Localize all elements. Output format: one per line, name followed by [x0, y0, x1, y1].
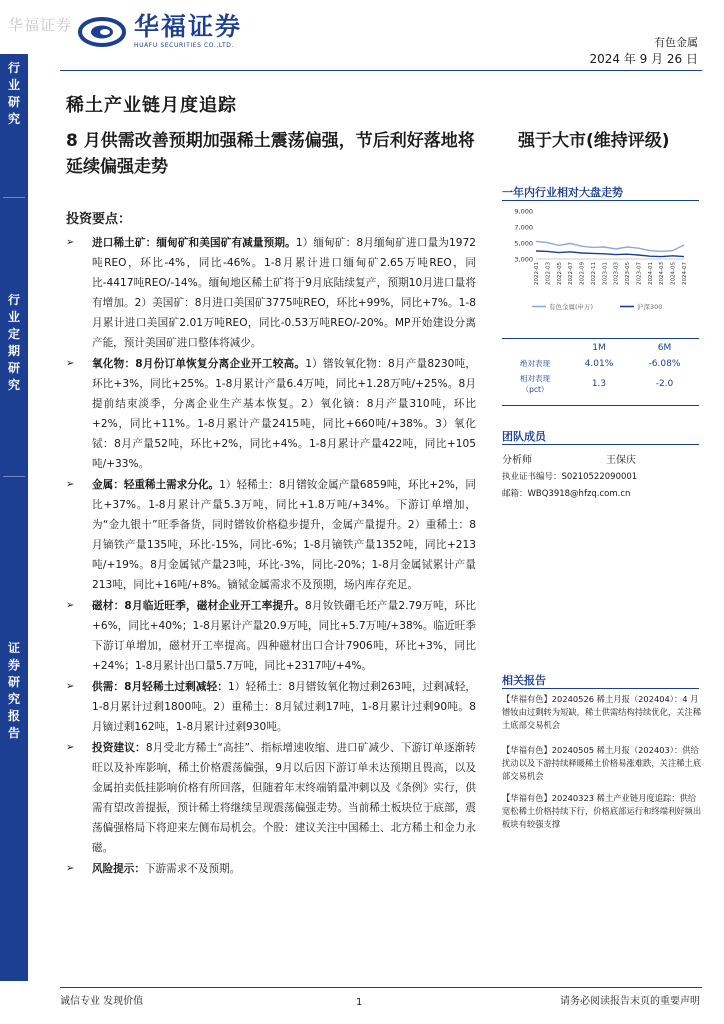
y-tick-label: 9,000 — [514, 207, 533, 216]
table-cell: -2.0 — [655, 379, 674, 389]
x-tick-label: 2023-05 — [625, 262, 632, 285]
category-periodic-research: 行业定期研究 — [7, 293, 20, 392]
table-row — [502, 371, 699, 397]
category-industry-research: 行业研究 — [7, 61, 20, 126]
rating-label: 强于大市(维持评级) — [518, 131, 670, 151]
analyst-name: 王保庆 — [606, 455, 636, 466]
related-report-item[interactable]: 【华福有色】20240323 稀土产业链月度追踪：供给宽松稀土价格持续下行，价格底部运行和终端利好频出板块有较强支撑 — [502, 793, 702, 829]
arrow-bullet-icon: ➢ — [66, 863, 75, 874]
x-tick-label: 2023-07 — [636, 262, 643, 285]
arrow-bullet-icon: ➢ — [66, 681, 75, 692]
bullet-investment-advice — [66, 738, 476, 858]
analyst-row — [502, 451, 682, 466]
table-header-row — [502, 340, 699, 356]
category-securities-report: 证券研究报告 — [7, 641, 20, 740]
section-rule — [502, 200, 699, 201]
y-tick-label: 3,000 — [514, 255, 533, 264]
report-date: 2024 年 9 月 26 日 — [589, 52, 698, 66]
table-header — [502, 340, 568, 356]
analyst-email[interactable]: 邮箱：WBQ3918@hfzq.com.cn — [502, 489, 631, 499]
x-tick-label: 2022-09 — [579, 262, 586, 285]
bullet-text: 8月钕铁硼毛坯产量2.79万吨，环比+6%，同比+40%；1-8月累计产量20.9万吨，同比+5.7万吨/+38%。临近旺季下游订单增加，磁材开工率提高。四种磁材出口合计7906吨，环比+3%，同比+24%；1-8月累计出口量5.7万吨，同比+2317吨/+4%。 — [92, 600, 477, 672]
bullet-import-ore — [66, 233, 476, 353]
x-tick-label: 2022-01 — [534, 262, 540, 285]
header-rule — [60, 70, 702, 71]
bullet-title: 进口稀土矿：缅甸矿和美国矿有减量预期。 — [92, 237, 296, 249]
report-type-title: 稀土产业链月度追踪 — [66, 95, 237, 116]
bullet-title: 风险提示： — [92, 863, 145, 875]
legend-label: 有色金属(申万) — [549, 303, 594, 311]
bullet-text: 1）缅甸矿：8月缅甸矿进口量为1972吨REO，环比-4%，同比-46%。1-8月累计进口缅甸矿2.65万吨REO，同比-4417吨REO/-14%。缅甸地区稀土矿将于9月底陆续复产，预期10月进口量将有增加。2）美国矿：8月进口美国矿3775吨REO，环比+99%，同比+7%。1-8月累计进口美国矿2.01万吨REO，同比-0.53万吨REO/-20%。MP开始建设分离产能，预计美国矿进口整体将减少。 — [92, 237, 476, 349]
table-cell: 1.3 — [591, 379, 607, 389]
x-tick-label: 2023-01 — [602, 262, 609, 285]
bullet-title: 磁材：8月临近旺季，磁材企业开工率提升。 — [92, 600, 305, 612]
arrow-bullet-icon: ➢ — [66, 742, 75, 753]
bullet-text: 1）轻稀土：8月镨钕金属产量6859吨，环比+2%，同比+37%。1-8月累计产量5.3万吨，同比+1.8万吨/+34%。下游订单增加，为“金九银十”旺季备货，同时镨钕价格稳步提升，金属产量提升。2）重稀土：8月镝铁产量135吨，环比-15%，同比-6%；1-8月镝铁产量1352吨，同比+213吨/+19%。8月金属铽产量23吨，环比-3%，同比-20%；1-8月金属铽累计产量213吨，同比+16吨/+8%。镝铽金属需求不及预期，场内库存充足。 — [92, 479, 477, 591]
certificate-number: 执业证书编号：S0210522090001 — [502, 472, 638, 482]
table-row — [502, 356, 699, 371]
x-tick-label: 2024-03 — [659, 262, 666, 285]
x-tick-label: 2022-11 — [590, 262, 597, 285]
team-title: 团队成员 — [502, 430, 546, 443]
arrow-bullet-icon: ➢ — [66, 600, 75, 611]
related-report-item[interactable]: 【华福有色】20240505 稀土月报（202403）：供给扰动以及下游持续释暖稀土价格易涨难跌，关注稀土底部交易机会 — [502, 745, 702, 781]
report-headline: 8 月供需改善预期加强稀土震荡偏强，节后利好落地将延续偏强走势 — [66, 131, 475, 177]
category-divider — [3, 197, 25, 198]
arrow-bullet-icon: ➢ — [66, 479, 75, 490]
table-header: 1M — [592, 343, 606, 353]
x-tick-label: 2022-03 — [545, 262, 552, 285]
row-label: 绝对表现 — [520, 359, 550, 368]
bullet-supply-demand — [66, 677, 476, 737]
x-tick-label: 2022-07 — [568, 262, 575, 285]
x-tick-label: 2024-07 — [682, 262, 688, 285]
watermark: 华福证券 — [8, 16, 73, 34]
bullet-title: 氧化物：8月份订单恢复分离企业开工较高。 — [92, 358, 306, 370]
row-label: 相对表现 （pct） — [520, 374, 550, 394]
bullet-text: 下游需求不及预期。 — [144, 863, 241, 875]
analyst-role: 分析师 — [502, 455, 532, 466]
table-rule-bottom — [502, 405, 699, 406]
x-tick-label: 2024-05 — [670, 262, 677, 285]
left-category-bar — [0, 54, 28, 981]
performance-table — [502, 340, 699, 397]
section-rule — [502, 688, 699, 689]
x-tick-label: 2023-03 — [613, 262, 620, 285]
legend-label: 沪深300 — [637, 303, 663, 311]
x-tick-label: 2024-01 — [647, 262, 654, 285]
company-logo — [78, 14, 242, 49]
table-cell: -6.08% — [648, 358, 681, 369]
table-cell: 4.01% — [584, 358, 614, 369]
table-header: 6M — [657, 343, 672, 353]
investment-points-list — [66, 233, 476, 880]
logo-mark-icon — [78, 17, 126, 47]
bullet-text: 1）轻稀土：8月镨钕氧化物过剩263吨，过剩减轻，1-8月累计过剩1800吨。2）重稀土：8月铽过剩17吨，1-8月累计过剩90吨。8月镝过剩162吨，1-8月累计过剩930吨。 — [92, 681, 476, 733]
series-line — [536, 241, 684, 251]
footer-disclaimer: 请务必阅读报告末页的重要声明 — [560, 996, 700, 1007]
bullet-title: 供需：8月轻稀土过剩减轻： — [92, 681, 228, 693]
arrow-bullet-icon: ➢ — [66, 358, 75, 369]
logo-english: HUAFU SECURITIES CO.,LTD. — [134, 42, 235, 49]
bullet-magnets — [66, 596, 476, 676]
bullet-title: 投资建议： — [92, 742, 146, 754]
related-reports-title: 相关报告 — [502, 674, 546, 687]
bullet-risk-warning — [66, 859, 476, 879]
industry-label: 有色金属 — [654, 36, 698, 49]
y-tick-label: 5,000 — [514, 239, 533, 248]
bullet-text: 8月受北方稀土“高挂”、指标增速收缩、进口矿减少、下游订单逐渐转旺以及补库影响，稀土价格震荡偏强，9月以后因下游订单未达预期且畏高，以及金属拍卖低挂影响价格有所回落，但随着年末终端销量冲刺以及《条例》实行，供需有望改善提振，预计稀土将继续呈现震荡偏强走势。当前稀土板块位于底部，震荡偏强格局下将迎来左侧布局机会。个股：建议关注中国稀土、北方稀土和金力永磁。 — [92, 742, 477, 854]
investment-points-heading: 投资要点： — [66, 212, 132, 227]
y-tick-label: 7,000 — [514, 223, 533, 232]
arrow-bullet-icon: ➢ — [66, 237, 75, 248]
relative-performance-chart — [502, 203, 699, 315]
related-report-item[interactable]: 【华福有色】20240526 稀土月报（202404）：4 月镨钕由过剩转为短缺，稀土供需结构持续优化，关注稀土底部交易机会 — [502, 694, 702, 730]
chart-title: 一年内行业相对大盘走势 — [502, 186, 623, 199]
bullet-oxides — [66, 354, 476, 474]
footer-slogan: 诚信专业 发现价值 — [60, 996, 144, 1007]
page-number: 1 — [356, 997, 363, 1008]
footer-rule — [60, 987, 702, 988]
x-tick-label: 2022-05 — [556, 262, 563, 285]
table-rule-top — [502, 338, 699, 339]
bullet-text: 1）镨钕氧化物：8月产量8230吨，环比+3%，同比+25%。1-8月累计产量6.4万吨，同比+1.28万吨/+25%。8月提前结束淡季，分离企业生产基本恢复。2）氧化镝：8月产量310吨，环比+2%，同比+11%。1-8月累计产量2415吨，同比+660吨/+38%。3）氧化铽：8月产量52吨，环比+2%，同比+4%。1-8月累计产量422吨，同比+105吨/+33%。 — [92, 358, 476, 470]
bullet-metals — [66, 475, 476, 595]
category-divider — [3, 476, 25, 477]
logo-name: 华福证券 — [134, 12, 243, 41]
bullet-title: 金属：轻重稀土需求分化。 — [92, 479, 220, 491]
section-rule — [502, 444, 699, 445]
